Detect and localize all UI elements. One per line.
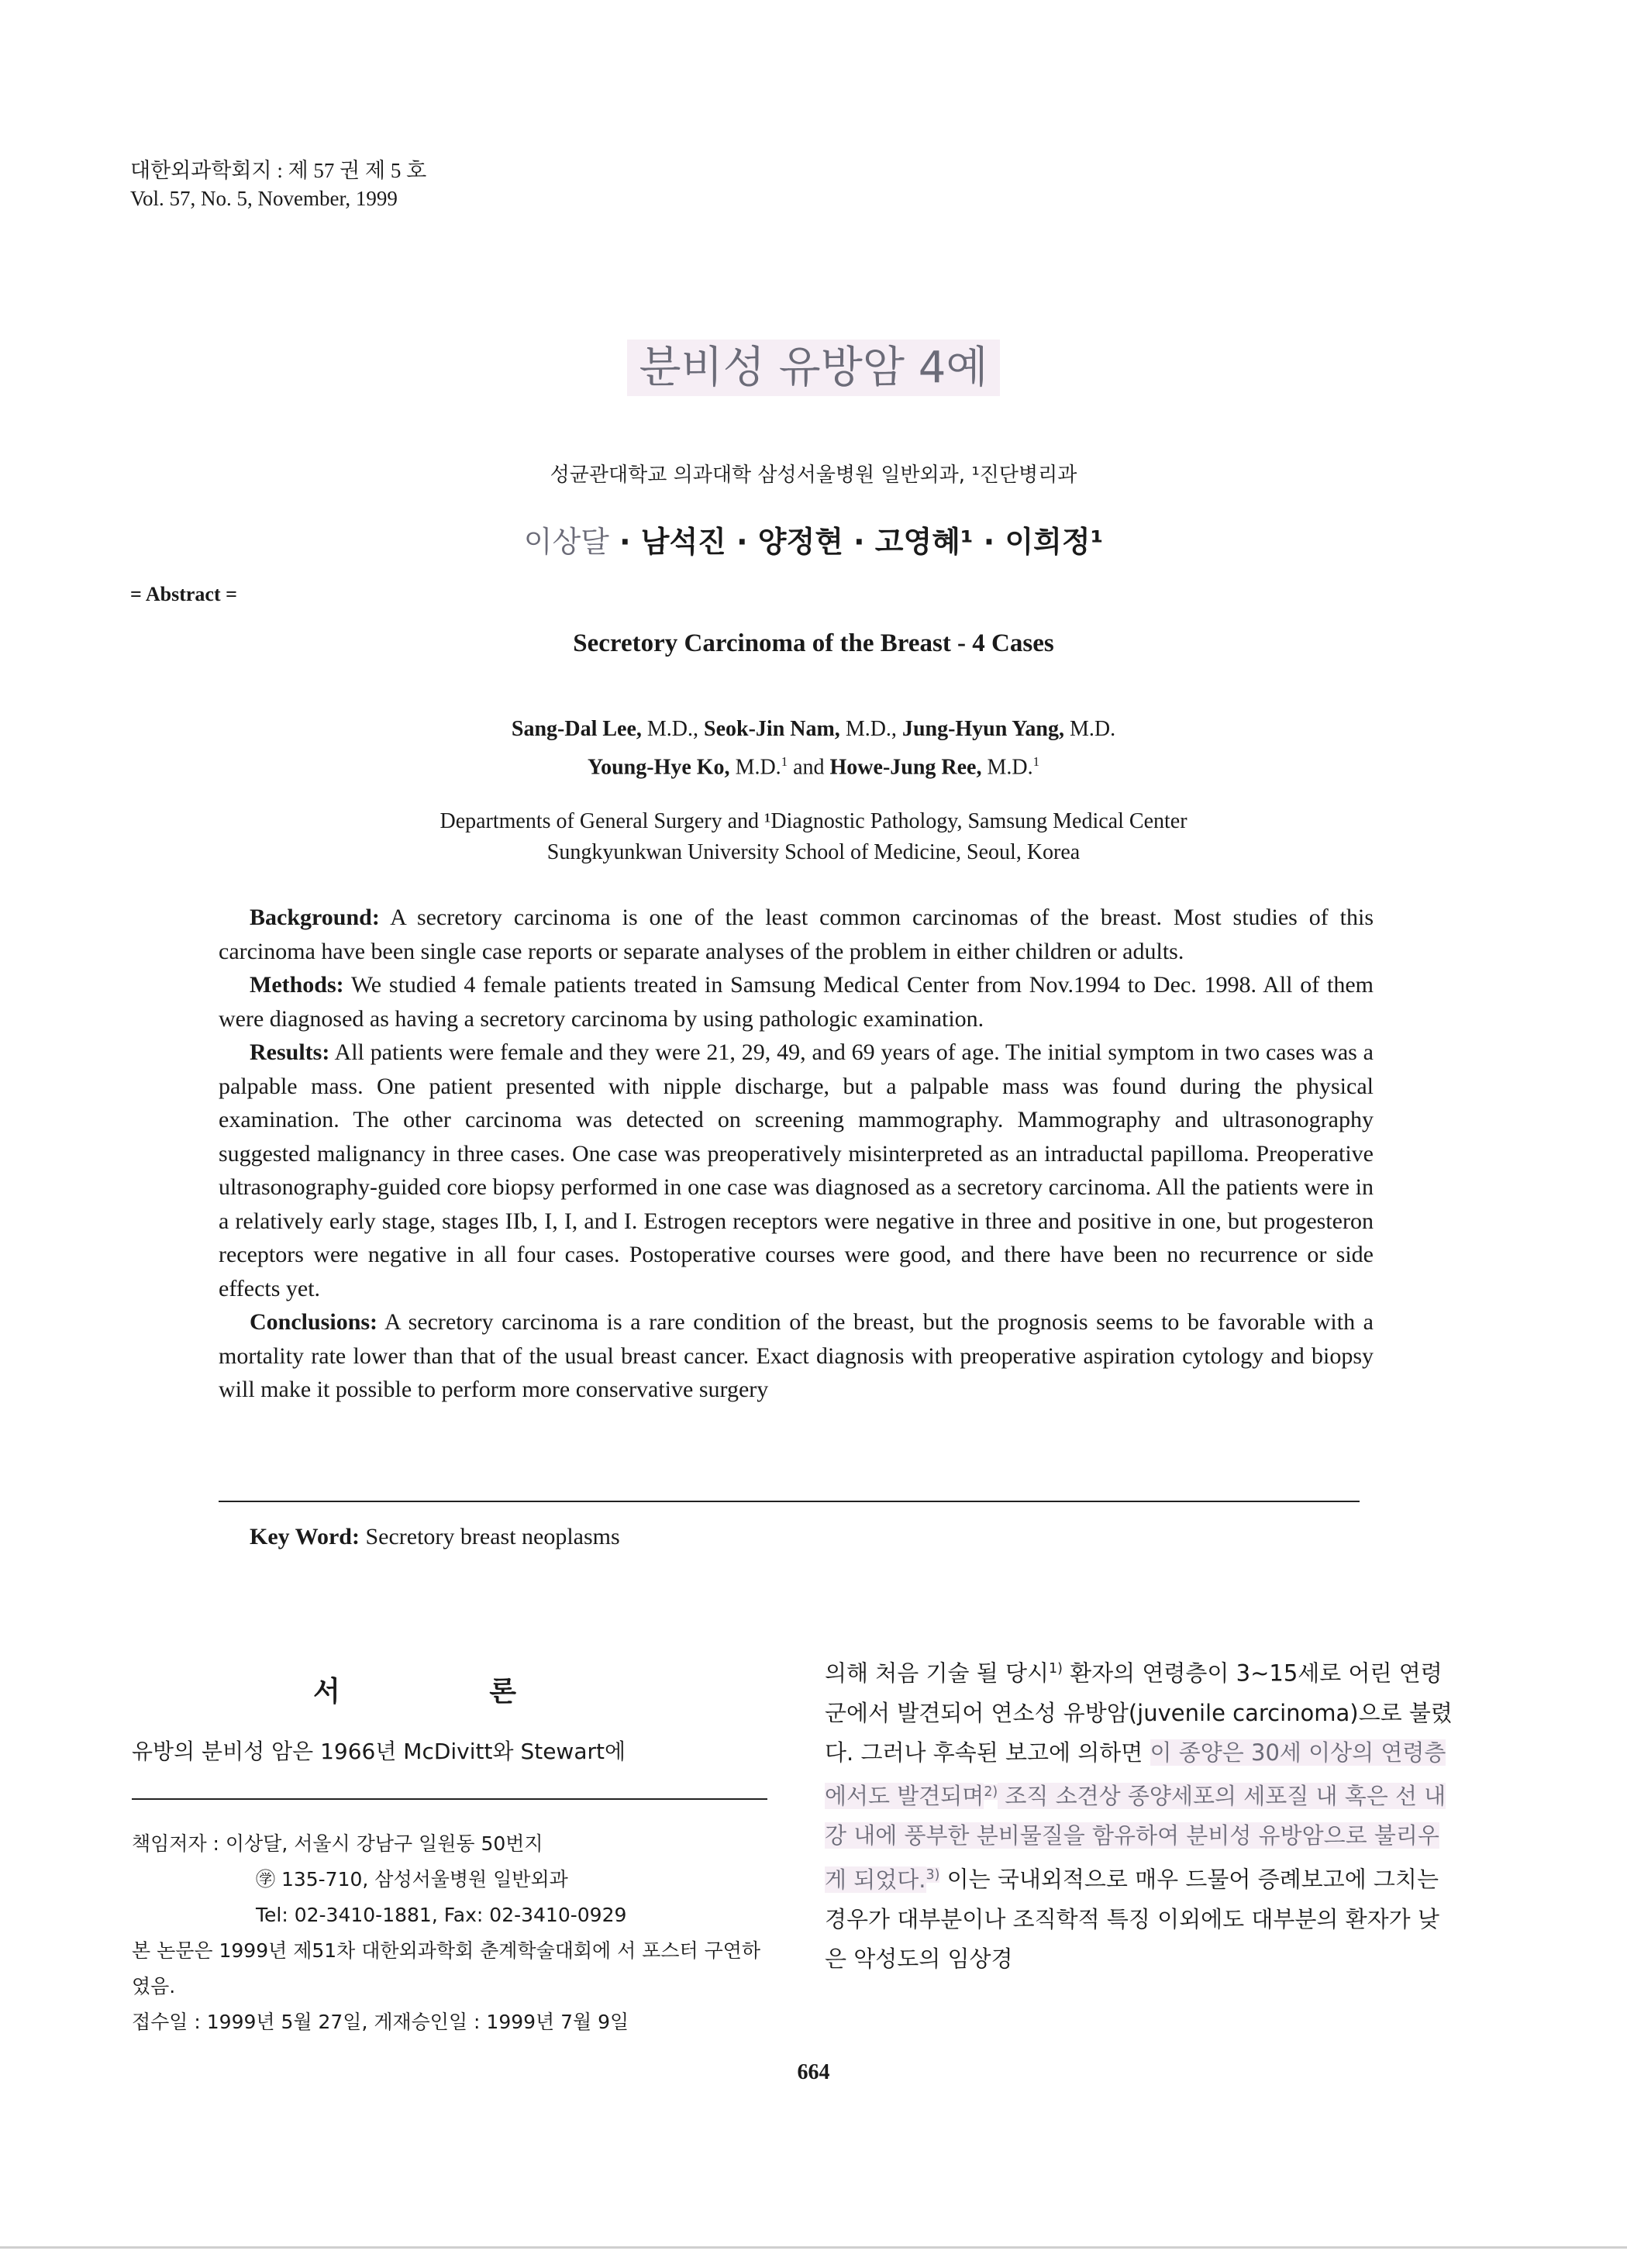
abstract-results bbox=[219, 1036, 1374, 1305]
author-en-and: and bbox=[788, 755, 830, 780]
keywords-label: Key Word: bbox=[250, 1524, 360, 1549]
author-en-degree: M.D., bbox=[641, 717, 705, 741]
abstract-section-text: All patients were female and they were 21, 29, 49, and 69 years of age. The initial symptom in two cases was a palpable mass. One patient presented with nipple discharge, but a palpable mass was found during the physical examination. The other carcinoma was detected on screening mammography. Mammography and ultrasonography suggested malignancy in three cases. One case was preoperatively misinterpreted as an intraductal papilloma. Preoperative ultrasonography-guided core biopsy performed in one case was diagnosed as a secretory carcinoma. All the patients were in a relatively early stage, stages IIb, I, I, and I. Estrogen receptors were negative in three and positive in one, but progesteron receptors were negative in all four cases. Postoperative courses were good, and there have been no recurrence or side effects yet. bbox=[219, 1039, 1374, 1301]
abstract-background bbox=[219, 901, 1374, 968]
paper-title-kr bbox=[0, 333, 1627, 395]
abstract-section-label: Background: bbox=[250, 905, 380, 930]
author-en-name: Young-Hye Ko, bbox=[587, 755, 730, 780]
affiliation-en-line2: Sungkyunkwan University School of Medicine, Seoul, Korea bbox=[546, 840, 1081, 864]
footnote-divider bbox=[132, 1798, 767, 1800]
footnote-dates: 접수일 : 1999년 5월 27일, 게재승인일 : 1999년 7월 9일 bbox=[132, 2011, 629, 2033]
footnote-postal: ㊫ 135-710, 삼성서울병원 일반외과 bbox=[256, 1868, 568, 1891]
authors-kr-rest: · 남석진 · 양정현 · 고영혜¹ · 이희정¹ bbox=[608, 525, 1104, 559]
keywords bbox=[250, 1524, 620, 1550]
footnote-corresponding-author: 책임저자 : 이상달, 서울시 강남구 일원동 50번지 bbox=[132, 1832, 543, 1855]
footnote-contact: Tel: 02-3410-1881, Fax: 02-3410-0929 bbox=[256, 1904, 627, 1926]
paper-title-en: Secretory Carcinoma of the Breast - 4 Cases bbox=[573, 629, 1054, 657]
citation-ref: 3) bbox=[926, 1867, 940, 1884]
page-number: 664 bbox=[797, 2060, 830, 2084]
citation-ref: 1) bbox=[1049, 1661, 1063, 1677]
keywords-text: Secretory breast neoplasms bbox=[359, 1524, 620, 1549]
body-text: 환자의 연령층이 3∼15세로 어린 연령군에서 발견되어 연소성 유방암(juvenile carcinoma)으로 불렸다. 그러나 후속된 보고에 의하면 bbox=[825, 1660, 1453, 1766]
author-en-name: Jung-Hyun Yang, bbox=[901, 717, 1064, 741]
author-kr-first: 이상달 bbox=[523, 525, 609, 559]
body-text: 이는 국내외적으로 매우 드물어 증례보고에 그치는 경우가 대부분이나 조직학적 특징 이외에도 대부분의 환자가 낮은 악성도의 임상경 bbox=[825, 1866, 1439, 1972]
author-en-name: Howe-Jung Ree, bbox=[829, 755, 982, 780]
authors-en bbox=[0, 713, 1627, 784]
body-left-column bbox=[132, 1735, 767, 1769]
abstract-section-label: Conclusions: bbox=[250, 1309, 378, 1335]
abstract-section-label: Results: bbox=[250, 1039, 330, 1065]
highlighted-text: 조직 소견상 종양세포의 세포질 내 혹은 선 내강 내에 풍부한 분비물질을 함유하여 분비성 유방암으로 불리우게 되었다. bbox=[825, 1783, 1446, 1893]
authors-kr bbox=[0, 518, 1627, 560]
author-en-degree: M.D. bbox=[729, 755, 781, 780]
body-left-text: 유방의 분비성 암은 1966년 McDivitt와 Stewart에 bbox=[132, 1739, 626, 1764]
abstract-divider bbox=[219, 1501, 1360, 1502]
author-en-name: Seok-Jin Nam, bbox=[704, 717, 840, 741]
abstract-section-text: A secretory carcinoma is one of the least common carcinomas of the breast. Most studies of this carcinoma have been single case reports or separate analyses of the problem in either children or adults. bbox=[219, 905, 1374, 964]
author-en-degree: M.D., bbox=[839, 717, 902, 741]
author-en-degree: M.D. bbox=[981, 755, 1033, 780]
abstract-section-text: A secretory carcinoma is a rare condition of the breast, but the prognosis seems to be favorable with a mortality rate lower than that of the usual breast cancer. Exact diagnosis with preoperative aspiration cytology and biopsy will make it possible to perform more conservative surgery bbox=[219, 1309, 1374, 1402]
abstract-body bbox=[219, 901, 1374, 1407]
abstract-section-text: We studied 4 female patients treated in Samsung Medical Center from Nov.1994 to Dec. 1998. All of them were diagnosed as having a secretory carcinoma by using pathologic examination. bbox=[219, 972, 1374, 1032]
page-bottom-edge bbox=[0, 2246, 1627, 2249]
abstract-conclusions bbox=[219, 1305, 1374, 1407]
authors-en-line1 bbox=[0, 713, 1627, 746]
highlighted-text: 이 종양은 30세 이상의 연령층에서도 발견되며 bbox=[825, 1739, 1446, 1810]
footnote-presentation: 본 논문은 1999년 제51차 대한외과학회 춘계학술대회에 서 포스터 구연하였음. bbox=[132, 1939, 761, 1997]
citation-ref: 2) bbox=[984, 1784, 998, 1800]
author-en-degree: M.D. bbox=[1063, 717, 1116, 741]
author-en-sup: 1 bbox=[781, 754, 788, 769]
journal-header-en: Vol. 57, No. 5, November, 1999 bbox=[130, 187, 398, 210]
affiliation-kr: 성균관대학교 의과대학 삼성서울병원 일반외과, ¹진단병리과 bbox=[550, 464, 1077, 487]
paper-title-kr-text: 분비성 유방암 4예 bbox=[627, 340, 1001, 396]
authors-en-line2 bbox=[0, 746, 1627, 784]
author-en-sup: 1 bbox=[1032, 754, 1040, 769]
section-heading-introduction: 서 론 bbox=[312, 1676, 587, 1708]
abstract-section-label: Methods: bbox=[250, 972, 344, 998]
body-right-column bbox=[825, 1649, 1460, 1979]
correspondence-footnote bbox=[132, 1826, 767, 2040]
body-text: 의해 처음 기술 될 당시 bbox=[825, 1660, 1049, 1687]
journal-header-kr: 대한외과학회지 : 제 57 권 제 5 호 bbox=[130, 159, 427, 182]
journal-header bbox=[130, 157, 426, 212]
abstract-label: = Abstract = bbox=[130, 583, 237, 605]
abstract-methods bbox=[219, 968, 1374, 1036]
affiliation-en bbox=[0, 806, 1627, 868]
author-en-name: Sang-Dal Lee, bbox=[511, 717, 642, 741]
affiliation-en-line1: Departments of General Surgery and ¹Diagnostic Pathology, Samsung Medical Center bbox=[439, 809, 1188, 833]
